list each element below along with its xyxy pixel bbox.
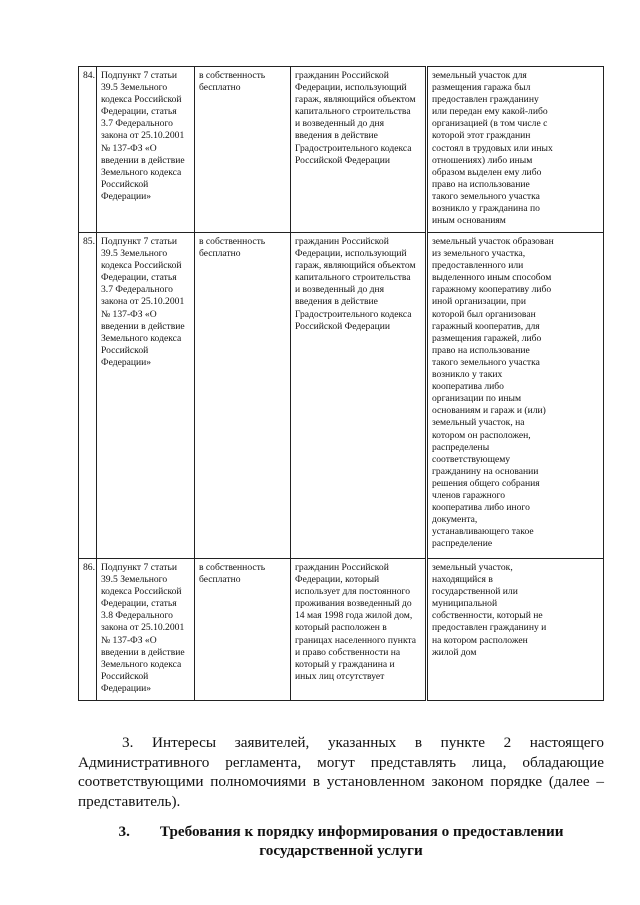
legal-basis-cell: Подпункт 7 статьи 39.5 Земельного кодекса Российской Федерации, статья 3.7 Федерального закона от 25.10.2001 № 137-ФЗ «О введении в действие Земельного кодекса Российской Федерации» <box>97 233 195 559</box>
table-row <box>79 559 604 701</box>
condition-cell: земельный участок, находящийся в государственной или муниципальной собственности, который не предоставлен гражданину и на котором расположен жилой дом <box>427 559 604 701</box>
legal-basis-cell: Подпункт 7 статьи 39.5 Земельного кодекса Российской Федерации, статья 3.7 Федерального закона от 25.10.2001 № 137-ФЗ «О введении в действие Земельного кодекса Российской Федерации» <box>97 67 195 233</box>
table-row <box>79 233 604 559</box>
row-number: 85. <box>79 233 97 559</box>
representatives-paragraph <box>78 733 604 811</box>
applicant-cell: гражданин Российской Федерации, который использует для постоянного проживания возведенный до 14 мая 1998 года жилой дом, который расположен в границах населенного пункта и право собственности на который у гражданина и иных лиц отсутствует <box>291 559 427 701</box>
applicant-cell: гражданин Российской Федерации, использующий гараж, являющийся объектом капитального строительства и возведенный до дня введения в действие Градостроительного кодекса Российской Федерации <box>291 67 427 233</box>
right-type-cell: в собственность бесплатно <box>195 67 291 233</box>
paragraph-text: 3. Интересы заявителей, указанных в пункте 2 настоящего Административного регламента, могут представлять лица, обладающие соответствующими полномочиями в установленном законом порядке (далее – представитель). <box>78 734 604 810</box>
table-row <box>79 67 604 233</box>
applicant-cell: гражданин Российской Федерации, использующий гараж, являющийся объектом капитального строительства и возведенный до дня введения в действие Градостроительного кодекса Российской Федерации <box>291 233 427 559</box>
section-number: 3. <box>118 823 130 840</box>
legal-basis-cell: Подпункт 7 статьи 39.5 Земельного кодекса Российской Федерации, статья 3.8 Федерального закона от 25.10.2001 № 137-ФЗ «О введении в действие Земельного кодекса Российской Федерации» <box>97 559 195 701</box>
condition-cell: земельный участок для размещения гаража был предоставлен гражданину или передан ему какой-либо организацией (в том числе с которой этот гражданин состоял в трудовых или иных отношениях) либо иным образом выделен ему либо право на использование такого земельного участка возникло у гражданина по иным основаниям <box>427 67 604 233</box>
row-number: 84. <box>79 67 97 233</box>
land-provision-table <box>78 66 604 701</box>
row-number: 86. <box>79 559 97 701</box>
section-heading <box>78 822 604 860</box>
right-type-cell: в собственность бесплатно <box>195 233 291 559</box>
section-title: Требования к порядку информирования о предоставлении государственной услуги <box>159 823 564 859</box>
condition-cell: земельный участок образован из земельного участка, предоставленного или выделенного иным способом гаражному кооперативу либо иной организации, при которой был организован гаражный кооператив, для размещения гаражей, либо право на использование такого земельного участка возникло у таких кооператива либо организации по иным основаниям и гараж и (или) земельный участок, на котором он расположен, распределены соответствующему гражданину на основании решения общего собрания членов гаражного кооператива либо иного документа, устанавливающего такое распределение <box>427 233 604 559</box>
right-type-cell: в собственность бесплатно <box>195 559 291 701</box>
